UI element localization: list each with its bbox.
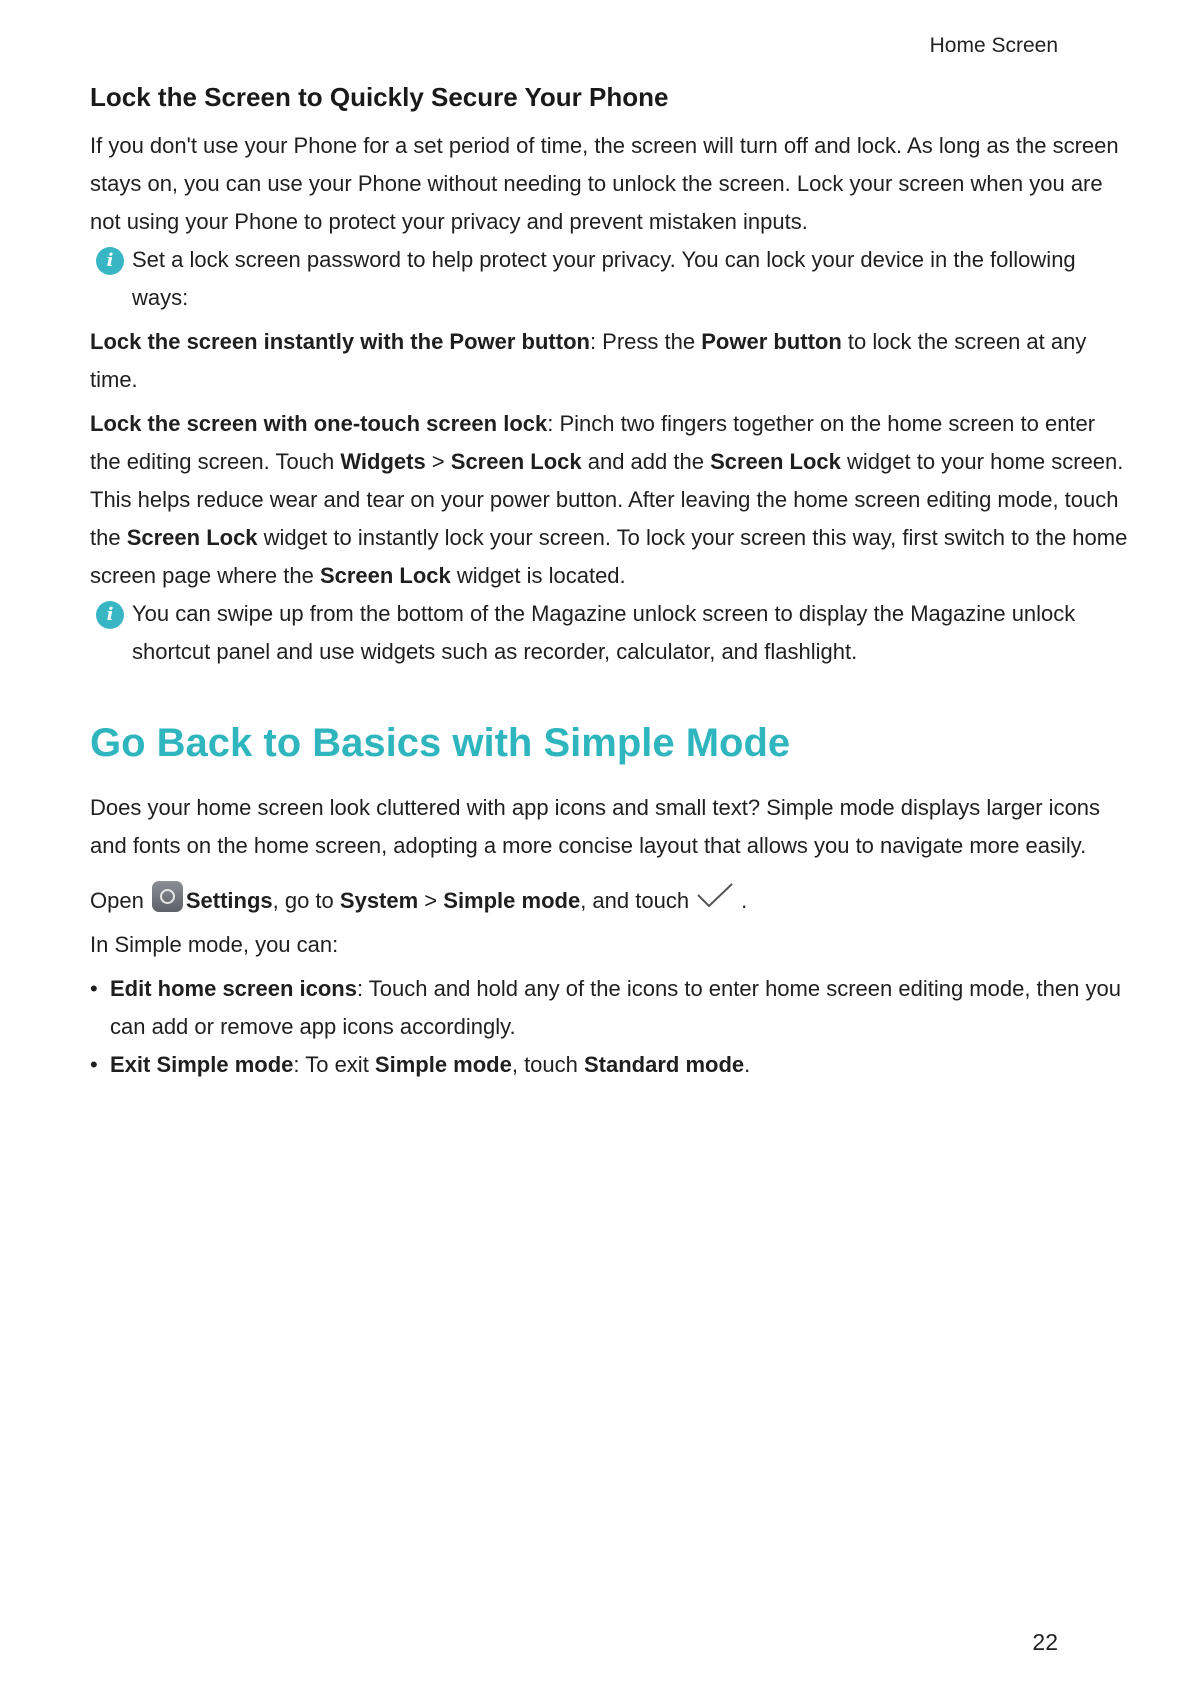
- text-run: widget is located.: [450, 563, 626, 588]
- bold-run: Screen Lock: [319, 563, 451, 588]
- text-run: >: [425, 449, 451, 474]
- text-run: Open: [90, 888, 144, 913]
- simple-intro: Does your home screen look cluttered with app icons and small text? Simple mode displays larger icons and fonts on the home screen, adopting a more concise layout that allows you to navigate more easily.: [90, 795, 1101, 858]
- text-run: widget to your home screen. This helps reduce wear and tear on your power button. After leaving the home screen editing mode, touch the: [90, 449, 1124, 550]
- text-run: .: [744, 1052, 751, 1077]
- note-magazine-text: You can swipe up from the bottom of the Magazine unlock screen to display the Magazine unlock shortcut panel and use widgets such as recorder, calculator, and flashlight.: [132, 601, 1076, 664]
- note-password: [90, 241, 1130, 317]
- text-run: >: [418, 888, 444, 913]
- page-content: [90, 82, 1130, 1084]
- text-run: : Pinch two fingers together on the home screen to enter the editing screen. Touch: [90, 411, 1096, 474]
- text-run: widget to instantly lock your screen. To lock your screen this way, first switch to the home screen page where the: [90, 525, 1128, 588]
- page-number: 22: [1032, 1629, 1058, 1655]
- bold-run: System: [339, 888, 419, 913]
- onetouch-lead: Lock the screen with one-touch screen lock: [90, 411, 548, 436]
- bold-run: Edit home screen icons: [110, 976, 357, 1001]
- text-run: : Press the: [589, 329, 702, 354]
- info-icon: i: [96, 601, 124, 629]
- bold-run: Exit Simple mode: [110, 1052, 294, 1077]
- bold-run: Screen Lock: [450, 449, 582, 474]
- bold-run: Simple mode: [443, 888, 581, 913]
- bullet-exit-simple: [90, 1046, 1130, 1084]
- info-icon: i: [96, 247, 124, 275]
- note-password-text: Set a lock screen password to help protect your privacy. You can lock your device in the following ways:: [132, 247, 1076, 310]
- checkmark-icon: [695, 881, 735, 911]
- one-touch-paragraph: [90, 405, 1130, 595]
- simple-can-paragraph: In Simple mode, you can:: [90, 932, 339, 957]
- bold-run: Settings: [185, 888, 273, 913]
- lock-intro: If you don't use your Phone for a set period of time, the screen will turn off and lock. As long as the screen stays on, you can use your Phone without needing to unlock the screen. Lock your screen when you are not using your Phone to protect your privacy and prevent mistaken inputs.: [90, 133, 1119, 234]
- text-run: : To exit: [293, 1052, 375, 1077]
- bold-run: Widgets: [340, 449, 426, 474]
- text-run: and add the: [581, 449, 711, 474]
- bullet-edit-icons: [90, 970, 1130, 1046]
- bold-run: Screen Lock: [126, 525, 258, 550]
- note-magazine: [90, 595, 1130, 671]
- simple-mode-title: Go Back to Basics with Simple Mode: [90, 721, 791, 765]
- bold-run: Simple mode: [374, 1052, 512, 1077]
- lock-section-heading: Lock the Screen to Quickly Secure Your Phone: [90, 82, 669, 112]
- text-run: , go to: [272, 888, 340, 913]
- power-lead: Lock the screen instantly with the Power button: [90, 329, 590, 354]
- bold-run: Power button: [701, 329, 842, 354]
- open-settings-paragraph: [90, 881, 1130, 920]
- bold-run: Screen Lock: [710, 449, 841, 474]
- text-run: , touch: [511, 1052, 584, 1077]
- text-run: to lock the screen at any time.: [90, 329, 1087, 392]
- text-run: .: [741, 888, 748, 913]
- text-run: , and touch: [580, 888, 690, 913]
- bullet-dot: •: [90, 1052, 98, 1077]
- bullet-dot: •: [90, 976, 98, 1001]
- power-button-paragraph: [90, 323, 1130, 399]
- running-header: Home Screen: [929, 34, 1058, 57]
- bold-run: Standard mode: [584, 1052, 745, 1077]
- settings-icon: [152, 881, 183, 912]
- text-run: : Touch and hold any of the icons to enter home screen editing mode, then you can add or remove app icons accordingly.: [110, 976, 1121, 1039]
